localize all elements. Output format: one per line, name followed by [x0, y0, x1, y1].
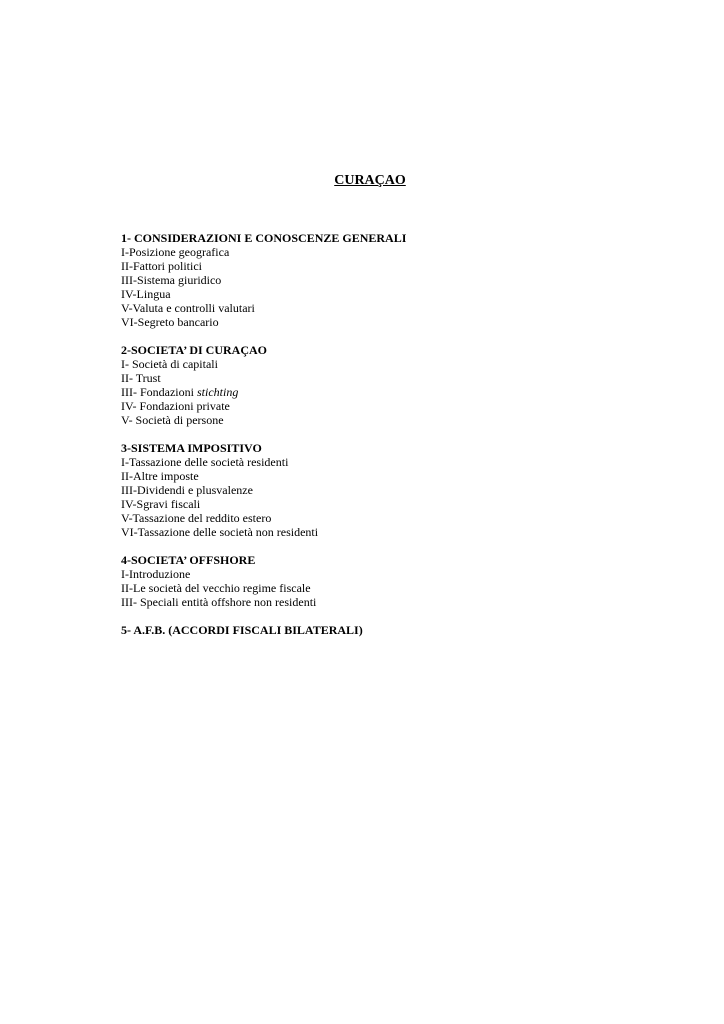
table-of-contents: [121, 231, 681, 651]
list-item: I-Introduzione: [121, 567, 191, 581]
section-heading: 5- A.F.B. (ACCORDI FISCALI BILATERALI): [121, 623, 363, 637]
section-heading: 1- CONSIDERAZIONI E CONOSCENZE GENERALI: [121, 231, 407, 245]
list-item: II-Le società del vecchio regime fiscale: [121, 581, 311, 595]
toc-section-5: [121, 623, 681, 637]
list-item: I-Tassazione delle società residenti: [121, 455, 289, 469]
list-item: V-Valuta e controlli valutari: [121, 301, 255, 315]
list-item: III-Sistema giuridico: [121, 273, 222, 287]
list-item: IV-Sgravi fiscali: [121, 497, 201, 511]
list-item: II-Fattori politici: [121, 259, 202, 273]
list-item: V-Tassazione del reddito estero: [121, 511, 272, 525]
list-item: II- Trust: [121, 371, 161, 385]
list-item: III-Dividendi e plusvalenze: [121, 483, 253, 497]
list-item: III- Speciali entità offshore non residenti: [121, 595, 317, 609]
list-item: IV- Fondazioni private: [121, 399, 230, 413]
toc-section-1: [121, 231, 681, 329]
section-heading: 2-SOCIETA’ DI CURAÇAO: [121, 343, 268, 357]
list-item: I- Società di capitali: [121, 357, 218, 371]
list-item: V- Società di persone: [121, 413, 224, 427]
list-item: [121, 385, 681, 399]
toc-section-2: [121, 343, 681, 427]
toc-section-3: [121, 441, 681, 539]
section-heading: 3-SISTEMA IMPOSITIVO: [121, 441, 262, 455]
section-heading: 4-SOCIETA’ OFFSHORE: [121, 553, 256, 567]
document-title: CURAÇAO: [334, 173, 406, 188]
list-item-emphasis: stichting: [196, 385, 239, 399]
toc-section-4: [121, 553, 681, 609]
list-item: VI-Tassazione delle società non residenti: [121, 525, 319, 539]
list-item: II-Altre imposte: [121, 469, 199, 483]
list-item: VI-Segreto bancario: [121, 315, 219, 329]
list-item-text: III- Fondazioni: [121, 385, 197, 399]
list-item: IV-Lingua: [121, 287, 171, 301]
list-item: I-Posizione geografica: [121, 245, 230, 259]
